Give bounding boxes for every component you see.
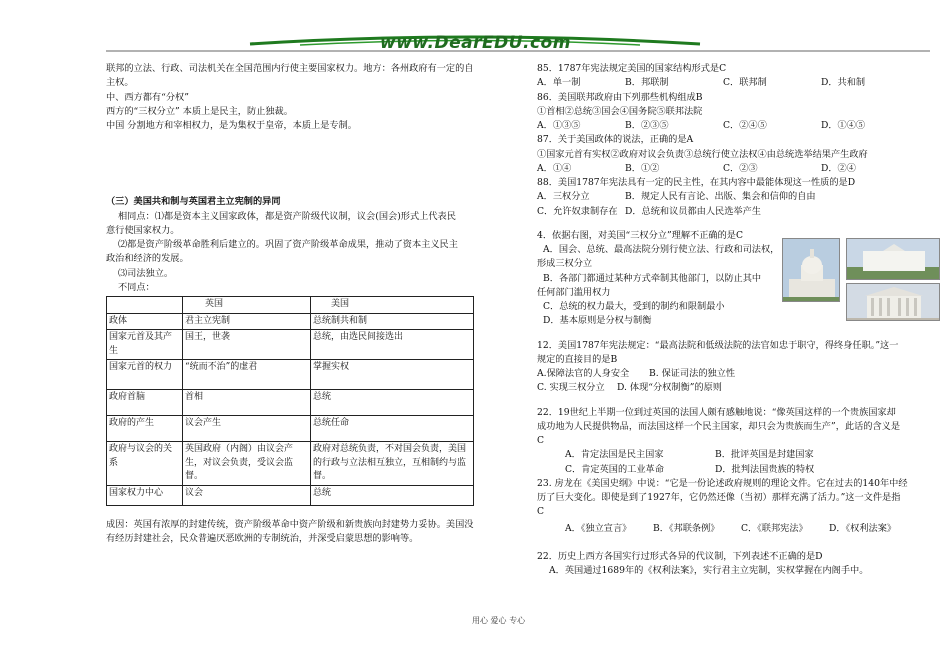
table-cell: 首相 [183,390,311,416]
question-items: ①国家元首有实权②政府对议会负责③总统行使立法权④由总统选举结果产生政府 [537,148,868,160]
answer: C [537,506,545,518]
question-stem: 4．依据右图，对美国“三权分立”理解不正确的是C [537,229,744,241]
question-items: ①首相②总统③国会④国务院⑤联邦法院 [537,105,703,117]
question-stem: 85．1787年宪法规定美国的国家结构形式是C [537,63,727,74]
table-cell [107,297,183,314]
answer: C [537,435,545,446]
table-row [107,330,474,360]
table-cell: 政府与议会的关系 [107,442,183,486]
option-line: 形成三权分立 [537,258,593,270]
option-row [537,448,937,462]
option: B．《邦联条例》 [653,522,720,534]
option-line: C．总统的权力最大，受到的制约和限制最小 [543,301,725,312]
table-cell: 国家权力中心 [107,485,183,505]
white-house-image [846,238,940,280]
option: A．①③⑤ [537,120,581,131]
same-line: 意行使国家权力。 [106,224,180,236]
option-line: A．国会、总统、最高法院分别行使立法、行政和司法权， [543,244,780,255]
question-stem: 88．美国1787年宪法具有一定的民主性，在其内容中最能体现这一性质的是D [537,177,856,188]
option: A．三权分立 [537,191,590,203]
option: A.保障法官的人身安全 [537,368,630,379]
question-stem: 22．19世纪上半期一位到过英国的法国人颇有感触地说：“像英国这样的一个贵族国家却 [537,406,896,418]
section-title: （三）美国共和制与英国君主立宪制的异同 [106,196,281,208]
option-row [537,76,937,90]
option: C．允许奴隶制存在 [537,205,618,217]
intro-line: 西方的“三权分立” 本质上是民主，防止独裁。 [106,105,293,117]
table-cell: 政府对总统负责，不对国会负责，美国的行政与立法相互独立，互相制约与监督。 [311,442,474,486]
table-row [107,313,474,330]
table-cell: 国王，世袭 [183,330,311,360]
question-stem: 22．历史上西方各国实行过形式各异的代议制，下列表述不正确的是D [537,550,823,562]
table-cell: 政体 [107,313,183,330]
option: B．规定人民有言论、出版、集会和信仰的自由 [625,191,816,203]
table-cell: 国家元首及其产生 [107,330,183,360]
question-stem: 规定的直接目的是B [537,353,618,365]
option-row [537,463,937,477]
option: B．①② [625,162,660,174]
footer-text: 用心 爱心 专心 [472,616,526,625]
question-stem: 86．美国联邦政府由下列那些机构组成B [537,91,703,103]
table-header-us: 美国 [311,297,474,314]
table-cell: 总统，由选民间接选出 [311,330,474,360]
option: C．②④⑤ [723,120,767,131]
option-row [537,522,937,536]
table-cell: 总统 [311,390,474,416]
intro-line: 联邦的立法、行政、司法机关在全国范围内行使主要国家权力。地方：各州政府有一定的自 [106,63,474,74]
table-header-uk: 英国 [183,297,311,314]
table-cell: 政府的产生 [107,416,183,442]
table-cell: 议会 [183,485,311,505]
option-line: 任何部门滥用权力 [537,286,611,298]
capitol-building-image [782,238,840,302]
option: C．《联邦宪法》 [741,522,808,534]
option: D．①④⑤ [821,120,866,131]
same-line: 相同点：⑴都是资本主义国家政体，都是资产阶级代议制，议会(国会)形式上代表民 [118,210,456,222]
supreme-court-image [846,283,940,321]
option-row [537,367,937,381]
table-cell: 总统任命 [311,416,474,442]
comparison-table [106,296,474,506]
option: D. 体现“分权制衡”的原则 [617,382,722,394]
option: D．共和制 [821,77,866,89]
option: B. 保证司法的独立性 [649,368,736,379]
table-row [107,485,474,505]
option: B．②③⑤ [625,120,669,131]
table-cell: 掌握实权 [311,360,474,390]
option: C. 实现三权分立 [537,382,605,394]
table-cell: 政府首脑 [107,390,183,416]
table-cell: 英国政府（内阁）由议会产生，对议会负责，受议会监督。 [183,442,311,486]
table-cell: 总统制共和制 [311,313,474,330]
option-line: D．基本原则是分权与制衡 [543,315,652,327]
table-cell: 君主立宪制 [183,313,311,330]
table-row [107,390,474,416]
option-row [537,162,937,176]
left-column [106,62,486,546]
table-row [107,297,474,314]
option: C．联邦制 [723,77,767,89]
option: C．②③ [723,162,758,174]
question-stem: 成功地为人民提供物品，而法国这样一个民主国家，却只会为贵族而生产”，此话的含义是 [537,420,901,432]
intro-line: 中、西方都有“分权” [106,91,189,103]
question-stem: 87．关于美国政体的说法，正确的是A [537,134,694,146]
site-logo-text[interactable]: www.DearEDU.com [380,33,571,53]
same-line: 政治和经济的发展。 [106,253,189,265]
differences-label: 不同点： [118,281,155,293]
same-line: ⑵都是资产阶级革命胜利后建立的。巩固了资产阶级革命成果，推动了资本主义民主 [118,239,458,250]
table-row [107,442,474,486]
option: B．批评英国是封建国家 [715,449,814,461]
option-line: A．英国通过1689年的《权利法案》，实行君主立宪制，实权掌握在内阁手中。 [549,565,869,576]
same-line: ⑶司法独立。 [118,267,174,279]
option: D．批判法国贵族的特权 [715,463,815,475]
intro-line: 主权。 [106,77,134,89]
question-stem: 12．美国1787年宪法规定：“最高法院和低级法院的法官如忠于职守，得终身任职。”这一 [537,339,899,351]
option: D．总统和议员都由人民选举产生 [625,205,761,217]
question-stem: 23. 房龙在《美国史纲》中说：“它是一份论述政府规则的理论文件。它在过去的140年中经 [537,477,908,489]
table-row [107,416,474,442]
option-row [537,119,937,133]
option: A．肯定法国是民主国家 [565,449,664,461]
table-cell: 议会产生 [183,416,311,442]
table-cell: “统而不治”的虚君 [183,360,311,390]
option: D．《权利法案》 [829,522,897,534]
option: A．《独立宣言》 [565,522,632,534]
option-row [537,190,937,204]
three-branches-photos [782,238,940,326]
table-cell: 总统 [311,485,474,505]
intro-line: 中国 分割地方和宰相权力，是为集权于皇帝，本质上是专制。 [106,120,357,131]
option: A．①④ [537,162,572,174]
table-cell: 国家元首的权力 [107,360,183,390]
header-banner [0,0,950,62]
reason-line: 成因：英国有浓厚的封建传统，资产阶级革命中资产阶级和新贵族向封建势力妥协。美国没 [106,518,474,530]
table-row [107,360,474,390]
option-row [537,381,937,395]
option-line: B．各部门都通过某种方式牵制其他部门，以防止其中 [543,272,762,284]
option-row [537,205,937,219]
option: C．肯定英国的工业革命 [565,463,664,475]
option: D．②④ [821,162,856,174]
option: B．邦联制 [625,77,669,89]
option: A．单一制 [537,77,581,89]
question-stem: 历了巨大变化。即使是到了1927年，它仍然还像（当初）那样充满了活力。”这一文件是指 [537,492,901,503]
reason-line: 有经历封建社会，民众普遍厌恶欧洲的专制统治，并深受启蒙思想的影响等。 [106,532,419,544]
